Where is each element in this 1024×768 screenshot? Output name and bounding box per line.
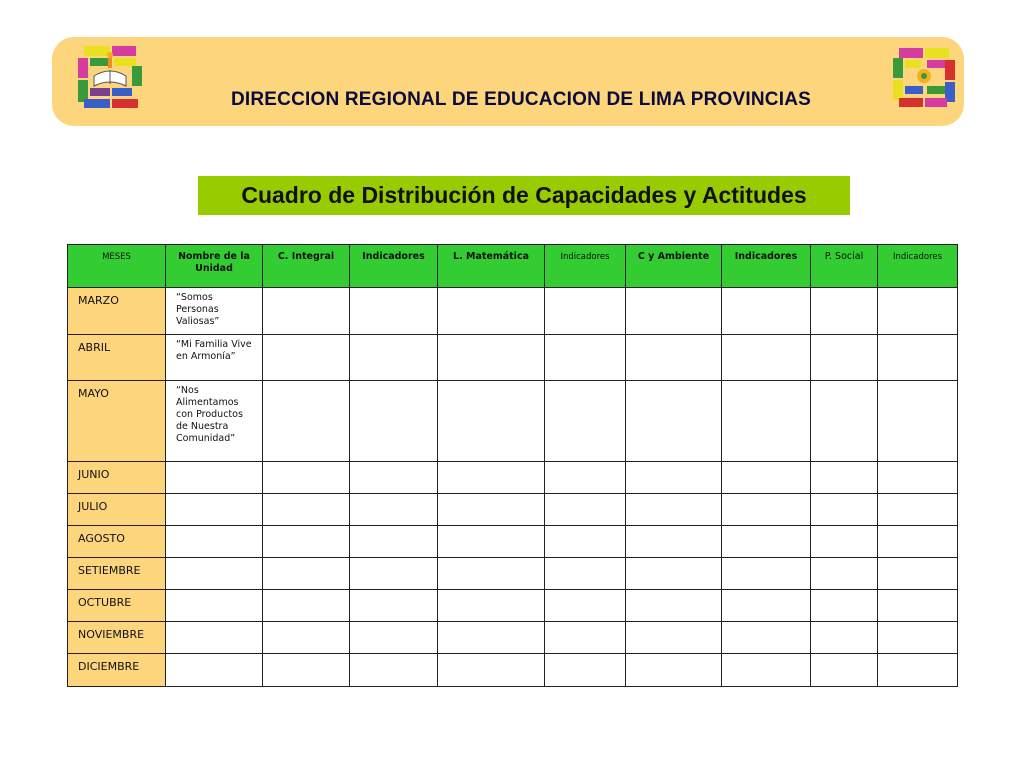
empty-cell[interactable] <box>722 335 811 381</box>
empty-cell[interactable] <box>263 335 350 381</box>
column-header-c-integral: C. Integral <box>263 245 350 288</box>
empty-cell[interactable] <box>545 558 626 590</box>
column-header-c-ambiente: C y Ambiente <box>626 245 722 288</box>
empty-cell[interactable] <box>626 654 722 687</box>
page-subtitle: Cuadro de Distribución de Capacidades y Actitudes <box>241 182 807 208</box>
empty-cell[interactable] <box>545 335 626 381</box>
unit-cell <box>166 558 263 590</box>
month-cell: MAYO <box>68 381 166 462</box>
empty-cell[interactable] <box>811 558 878 590</box>
table-row <box>68 558 958 590</box>
empty-cell[interactable] <box>350 335 438 381</box>
empty-cell[interactable] <box>626 558 722 590</box>
empty-cell[interactable] <box>350 590 438 622</box>
header-band <box>52 37 964 126</box>
empty-cell[interactable] <box>626 622 722 654</box>
empty-cell[interactable] <box>811 335 878 381</box>
empty-cell[interactable] <box>438 335 545 381</box>
empty-cell[interactable] <box>545 381 626 462</box>
unit-cell <box>166 494 263 526</box>
month-cell: OCTUBRE <box>68 590 166 622</box>
column-header-l-matematica: L. Matemática <box>438 245 545 288</box>
table-row <box>68 590 958 622</box>
empty-cell[interactable] <box>350 462 438 494</box>
unit-cell: “Somos Personas Valiosas” <box>166 288 263 335</box>
empty-cell[interactable] <box>626 335 722 381</box>
empty-cell[interactable] <box>878 590 958 622</box>
empty-cell[interactable] <box>626 288 722 335</box>
empty-cell[interactable] <box>722 526 811 558</box>
table-row <box>68 654 958 687</box>
month-cell: MARZO <box>68 288 166 335</box>
empty-cell[interactable] <box>878 381 958 462</box>
month-cell: ABRIL <box>68 335 166 381</box>
unit-cell <box>166 462 263 494</box>
table-row <box>68 288 958 335</box>
empty-cell[interactable] <box>878 558 958 590</box>
empty-cell[interactable] <box>438 462 545 494</box>
unit-cell <box>166 654 263 687</box>
empty-cell[interactable] <box>878 494 958 526</box>
table-row <box>68 622 958 654</box>
empty-cell[interactable] <box>438 494 545 526</box>
empty-cell[interactable] <box>263 494 350 526</box>
header-title: DIRECCION REGIONAL DE EDUCACION DE LIMA PROVINCIAS <box>230 89 812 110</box>
month-cell: SETIEMBRE <box>68 558 166 590</box>
empty-cell[interactable] <box>811 654 878 687</box>
empty-cell[interactable] <box>545 288 626 335</box>
empty-cell[interactable] <box>811 462 878 494</box>
empty-cell[interactable] <box>350 526 438 558</box>
empty-cell[interactable] <box>811 381 878 462</box>
column-header-unidad: Nombre de la Unidad <box>166 245 263 288</box>
empty-cell[interactable] <box>263 381 350 462</box>
table-row <box>68 526 958 558</box>
unit-cell <box>166 590 263 622</box>
unit-cell <box>166 526 263 558</box>
empty-cell[interactable] <box>263 288 350 335</box>
empty-cell[interactable] <box>263 526 350 558</box>
empty-cell[interactable] <box>722 494 811 526</box>
unit-cell: “Mi Familia Vive en Armonía” <box>166 335 263 381</box>
empty-cell[interactable] <box>350 381 438 462</box>
column-header-indicadores-2: Indicadores <box>545 245 626 288</box>
empty-cell[interactable] <box>722 462 811 494</box>
column-header-indicadores-1: Indicadores <box>350 245 438 288</box>
column-header-p-social: P. Social <box>811 245 878 288</box>
empty-cell[interactable] <box>878 526 958 558</box>
unit-cell <box>166 622 263 654</box>
empty-cell[interactable] <box>438 288 545 335</box>
empty-cell[interactable] <box>350 288 438 335</box>
empty-cell[interactable] <box>722 590 811 622</box>
empty-cell[interactable] <box>626 494 722 526</box>
month-cell: AGOSTO <box>68 526 166 558</box>
table-row <box>68 381 958 462</box>
unit-cell: “Nos Alimentamos con Productos de Nuestra Comunidad” <box>166 381 263 462</box>
empty-cell[interactable] <box>722 381 811 462</box>
empty-cell[interactable] <box>878 622 958 654</box>
empty-cell[interactable] <box>545 622 626 654</box>
empty-cell[interactable] <box>438 590 545 622</box>
empty-cell[interactable] <box>626 590 722 622</box>
empty-cell[interactable] <box>878 288 958 335</box>
empty-cell[interactable] <box>263 654 350 687</box>
empty-cell[interactable] <box>263 590 350 622</box>
column-header-indicadores-3: Indicadores <box>722 245 811 288</box>
empty-cell[interactable] <box>626 381 722 462</box>
empty-cell[interactable] <box>878 654 958 687</box>
empty-cell[interactable] <box>722 288 811 335</box>
empty-cell[interactable] <box>545 654 626 687</box>
month-cell: NOVIEMBRE <box>68 622 166 654</box>
empty-cell[interactable] <box>263 558 350 590</box>
empty-cell[interactable] <box>878 335 958 381</box>
empty-cell[interactable] <box>545 590 626 622</box>
empty-cell[interactable] <box>722 558 811 590</box>
empty-cell[interactable] <box>438 381 545 462</box>
column-header-indicadores-4: Indicadores <box>878 245 958 288</box>
table-header-row <box>68 245 958 288</box>
subtitle-box <box>198 176 850 215</box>
month-cell: JUNIO <box>68 462 166 494</box>
month-cell: JULIO <box>68 494 166 526</box>
empty-cell[interactable] <box>350 558 438 590</box>
empty-cell[interactable] <box>811 526 878 558</box>
empty-cell[interactable] <box>438 622 545 654</box>
empty-cell[interactable] <box>263 622 350 654</box>
empty-cell[interactable] <box>350 654 438 687</box>
empty-cell[interactable] <box>438 558 545 590</box>
empty-cell[interactable] <box>811 622 878 654</box>
empty-cell[interactable] <box>545 526 626 558</box>
table-row <box>68 494 958 526</box>
empty-cell[interactable] <box>545 494 626 526</box>
empty-cell[interactable] <box>350 494 438 526</box>
empty-cell[interactable] <box>811 590 878 622</box>
empty-cell[interactable] <box>350 622 438 654</box>
empty-cell[interactable] <box>811 288 878 335</box>
table-row <box>68 335 958 381</box>
empty-cell[interactable] <box>545 462 626 494</box>
empty-cell[interactable] <box>722 654 811 687</box>
empty-cell[interactable] <box>811 494 878 526</box>
empty-cell[interactable] <box>626 462 722 494</box>
empty-cell[interactable] <box>878 462 958 494</box>
table-row <box>68 462 958 494</box>
empty-cell[interactable] <box>438 654 545 687</box>
empty-cell[interactable] <box>722 622 811 654</box>
empty-cell[interactable] <box>626 526 722 558</box>
empty-cell[interactable] <box>263 462 350 494</box>
distribution-table <box>67 244 958 687</box>
month-cell: DICIEMBRE <box>68 654 166 687</box>
empty-cell[interactable] <box>438 526 545 558</box>
column-header-meses: MESES <box>68 245 166 288</box>
